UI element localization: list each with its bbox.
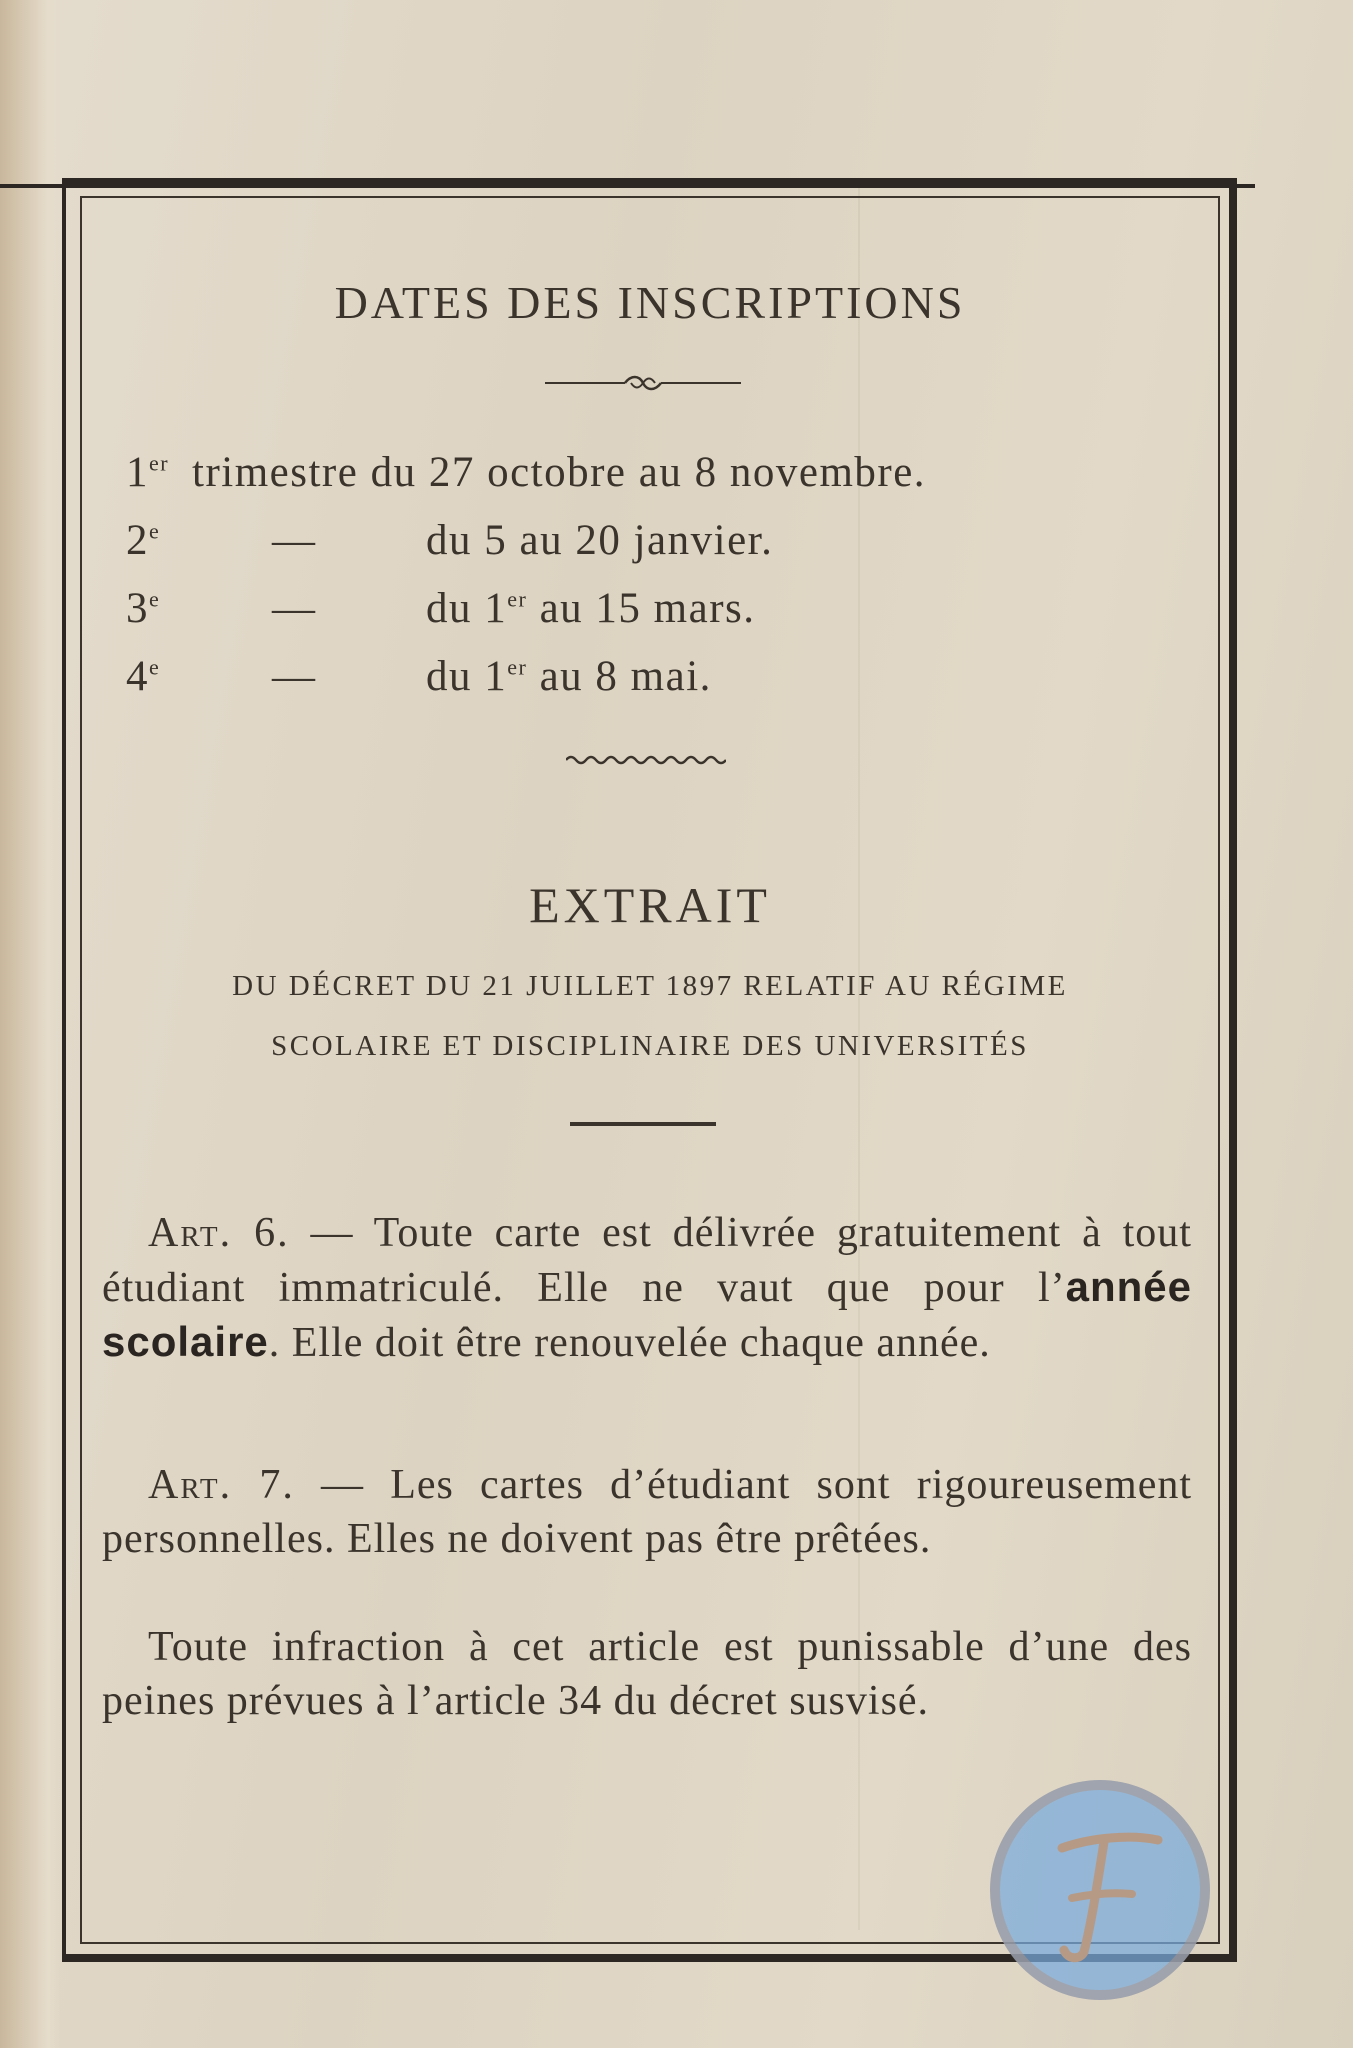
flourish-ornament [545, 372, 741, 394]
wavy-ornament [566, 752, 726, 768]
schedule-row-4 [126, 652, 1156, 712]
schedule-text: trimestre du 27 octobre au 8 novembre. [192, 449, 927, 496]
schedule-range: du 1er au 15 mars. [426, 585, 756, 632]
article-6: Art. 6. — Toute carte est délivrée gratuitement à tout étudiant immatriculé. Elle ne vaut que pour l’année scolaire. Elle doit être renouvelée chaque année. [102, 1210, 1192, 1366]
ditto-dash: — [272, 585, 317, 632]
watermark-stamp [990, 1780, 1210, 2000]
schedule-range: du 5 au 20 janvier. [426, 517, 774, 564]
dates-heading: DATES DES INSCRIPTIONS [334, 277, 966, 328]
schedule-row-2 [126, 516, 1156, 576]
closing-paragraph: Toute infraction à cet article est punissable d’une des peines prévues à l’article 34 du décret susvisé. [102, 1624, 1192, 1724]
decree-subtitle-line2: SCOLAIRE ET DISCIPLINAIRE DES UNIVERSITÉS [271, 1030, 1029, 1062]
schedule-row-1 [126, 448, 1156, 508]
extrait-title: EXTRAIT [529, 877, 771, 933]
short-rule [570, 1122, 716, 1126]
decree-subtitle-line1: DU DÉCRET DU 21 JUILLET 1897 RELATIF AU RÉGIME [232, 970, 1068, 1002]
ditto-dash: — [272, 653, 317, 700]
schedule-row-3 [126, 584, 1156, 644]
article-7: Art. 7. — Les cartes d’étudiant sont rigoureusement personnelles. Elles ne doivent pas être prêtées. [102, 1462, 1192, 1562]
schedule-number: 1er [126, 449, 170, 496]
ditto-dash: — [272, 517, 317, 564]
article-label: Art. 6. [148, 1210, 290, 1256]
highlighted-term: année scolaire [102, 1263, 1192, 1365]
schedule-number: 4e [126, 653, 161, 700]
schedule-range: du 1er au 8 mai. [426, 653, 712, 700]
article-label: Art. 7. [148, 1462, 295, 1508]
schedule-number: 2e [126, 517, 161, 564]
schedule-number: 3e [126, 585, 161, 632]
stamp-letter-icon [1000, 1790, 1200, 1990]
